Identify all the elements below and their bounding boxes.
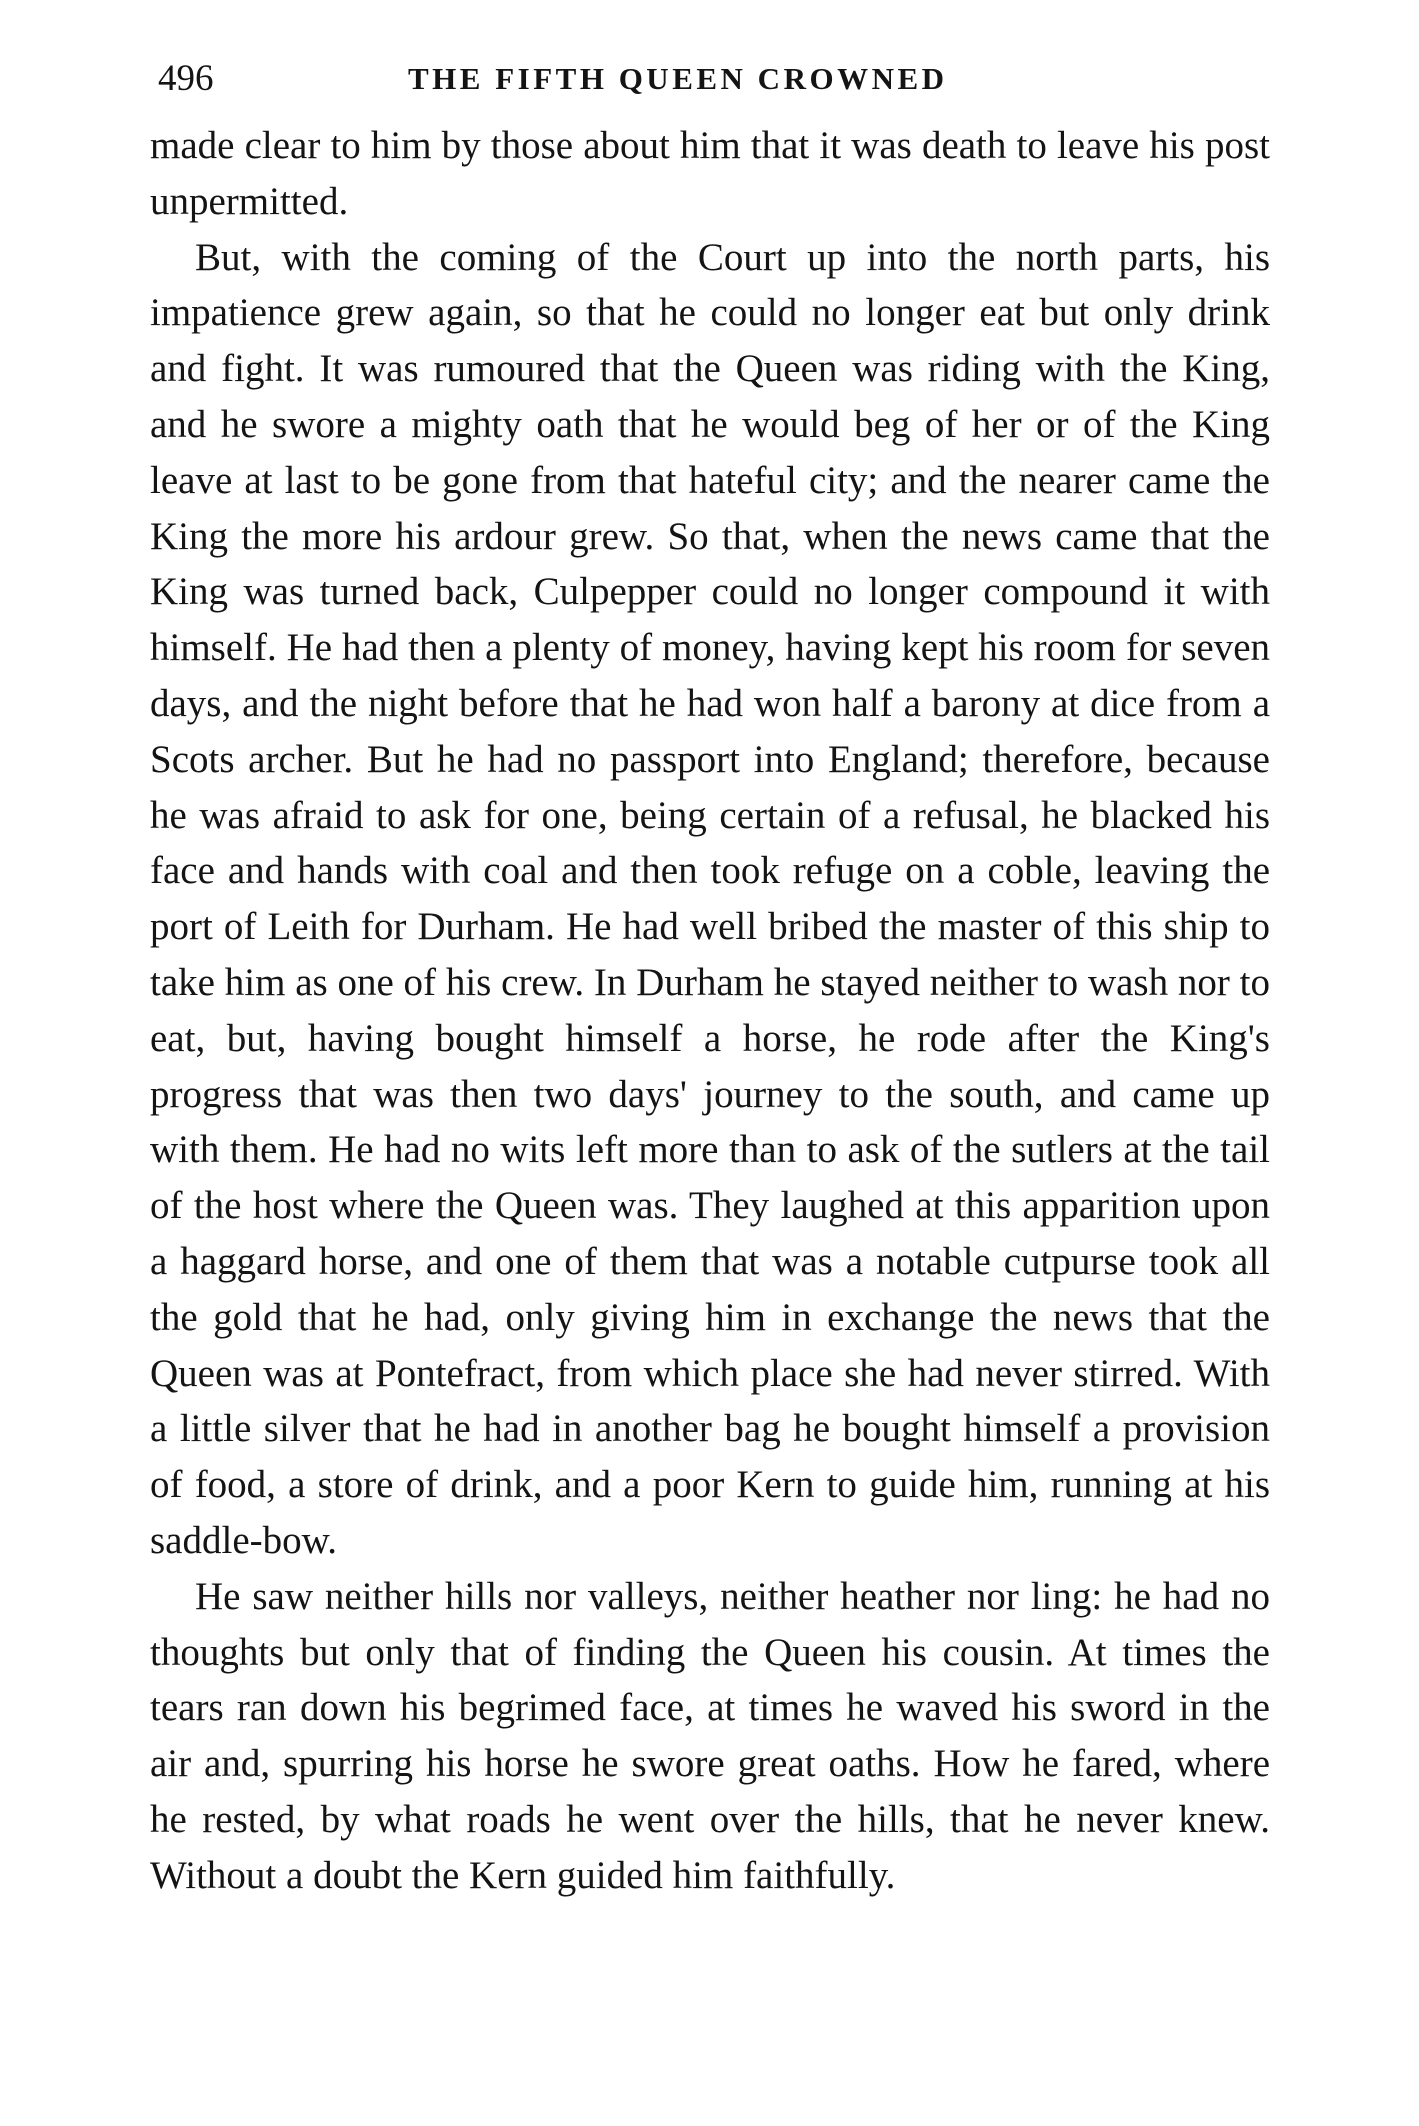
- paragraph-hills: He saw neither hills nor valleys, neither heather nor ling: he had no thoughts but only that of finding the Queen his cousin. At times the tears ran down his begrimed face, at times he waved his sword in the air and, spurring his horse he swore great oaths. How he fared, where he rested, by what roads he went over the hills, that he never knew. Without a doubt the Kern guided him faithfully.: [150, 1574, 1270, 1897]
- book-page: [150, 54, 1270, 1904]
- body-text: [150, 118, 1270, 1904]
- page-number: 496: [158, 58, 214, 99]
- page-header: [150, 54, 1270, 104]
- paragraph-culpepper-journey: But, with the coming of the Court up into the north parts, his impatience grew again, so that he could no longer eat but only drink and fight. It was rumoured that the Queen was riding with the King, and he swore a mighty oath that he would beg of her or of the King leave at last to be gone from that hateful city; and the nearer came the King the more his ardour grew. So that, when the news came that the King was turned back, Culpepper could no longer compound it with himself. He had then a plenty of money, having kept his room for seven days, and the night before that he had won half a barony at dice from a Scots archer. But he had no passport into England; therefore, because he was afraid to ask for one, being certain of a refusal, he blacked his face and hands with coal and then took refuge on a coble, leaving the port of Leith for Durham. He had well bribed the master of this ship to take him as one of his crew. In Durham he stayed neither to wash nor to eat, but, having bought himself a horse, he rode after the King's progress that was then two days' journey to the south, and came up with them. He had no wits left more than to ask of the sutlers at the tail of the host where the Queen was. They laughed at this apparition upon a haggard horse, and one of them that was a notable cutpurse took all the gold that he had, only giving him in exchange the news that the Queen was at Pontefract, from which place she had never stirred. With a little silver that he had in another bag he bought himself a provision of food, a store of drink, and a poor Kern to guide him, running at his saddle-bow.: [150, 235, 1270, 1562]
- paragraph-continued: made clear to him by those about him that it was death to leave his post unpermitted.: [150, 124, 1270, 223]
- running-title: THE FIFTH QUEEN CROWNED: [408, 61, 948, 96]
